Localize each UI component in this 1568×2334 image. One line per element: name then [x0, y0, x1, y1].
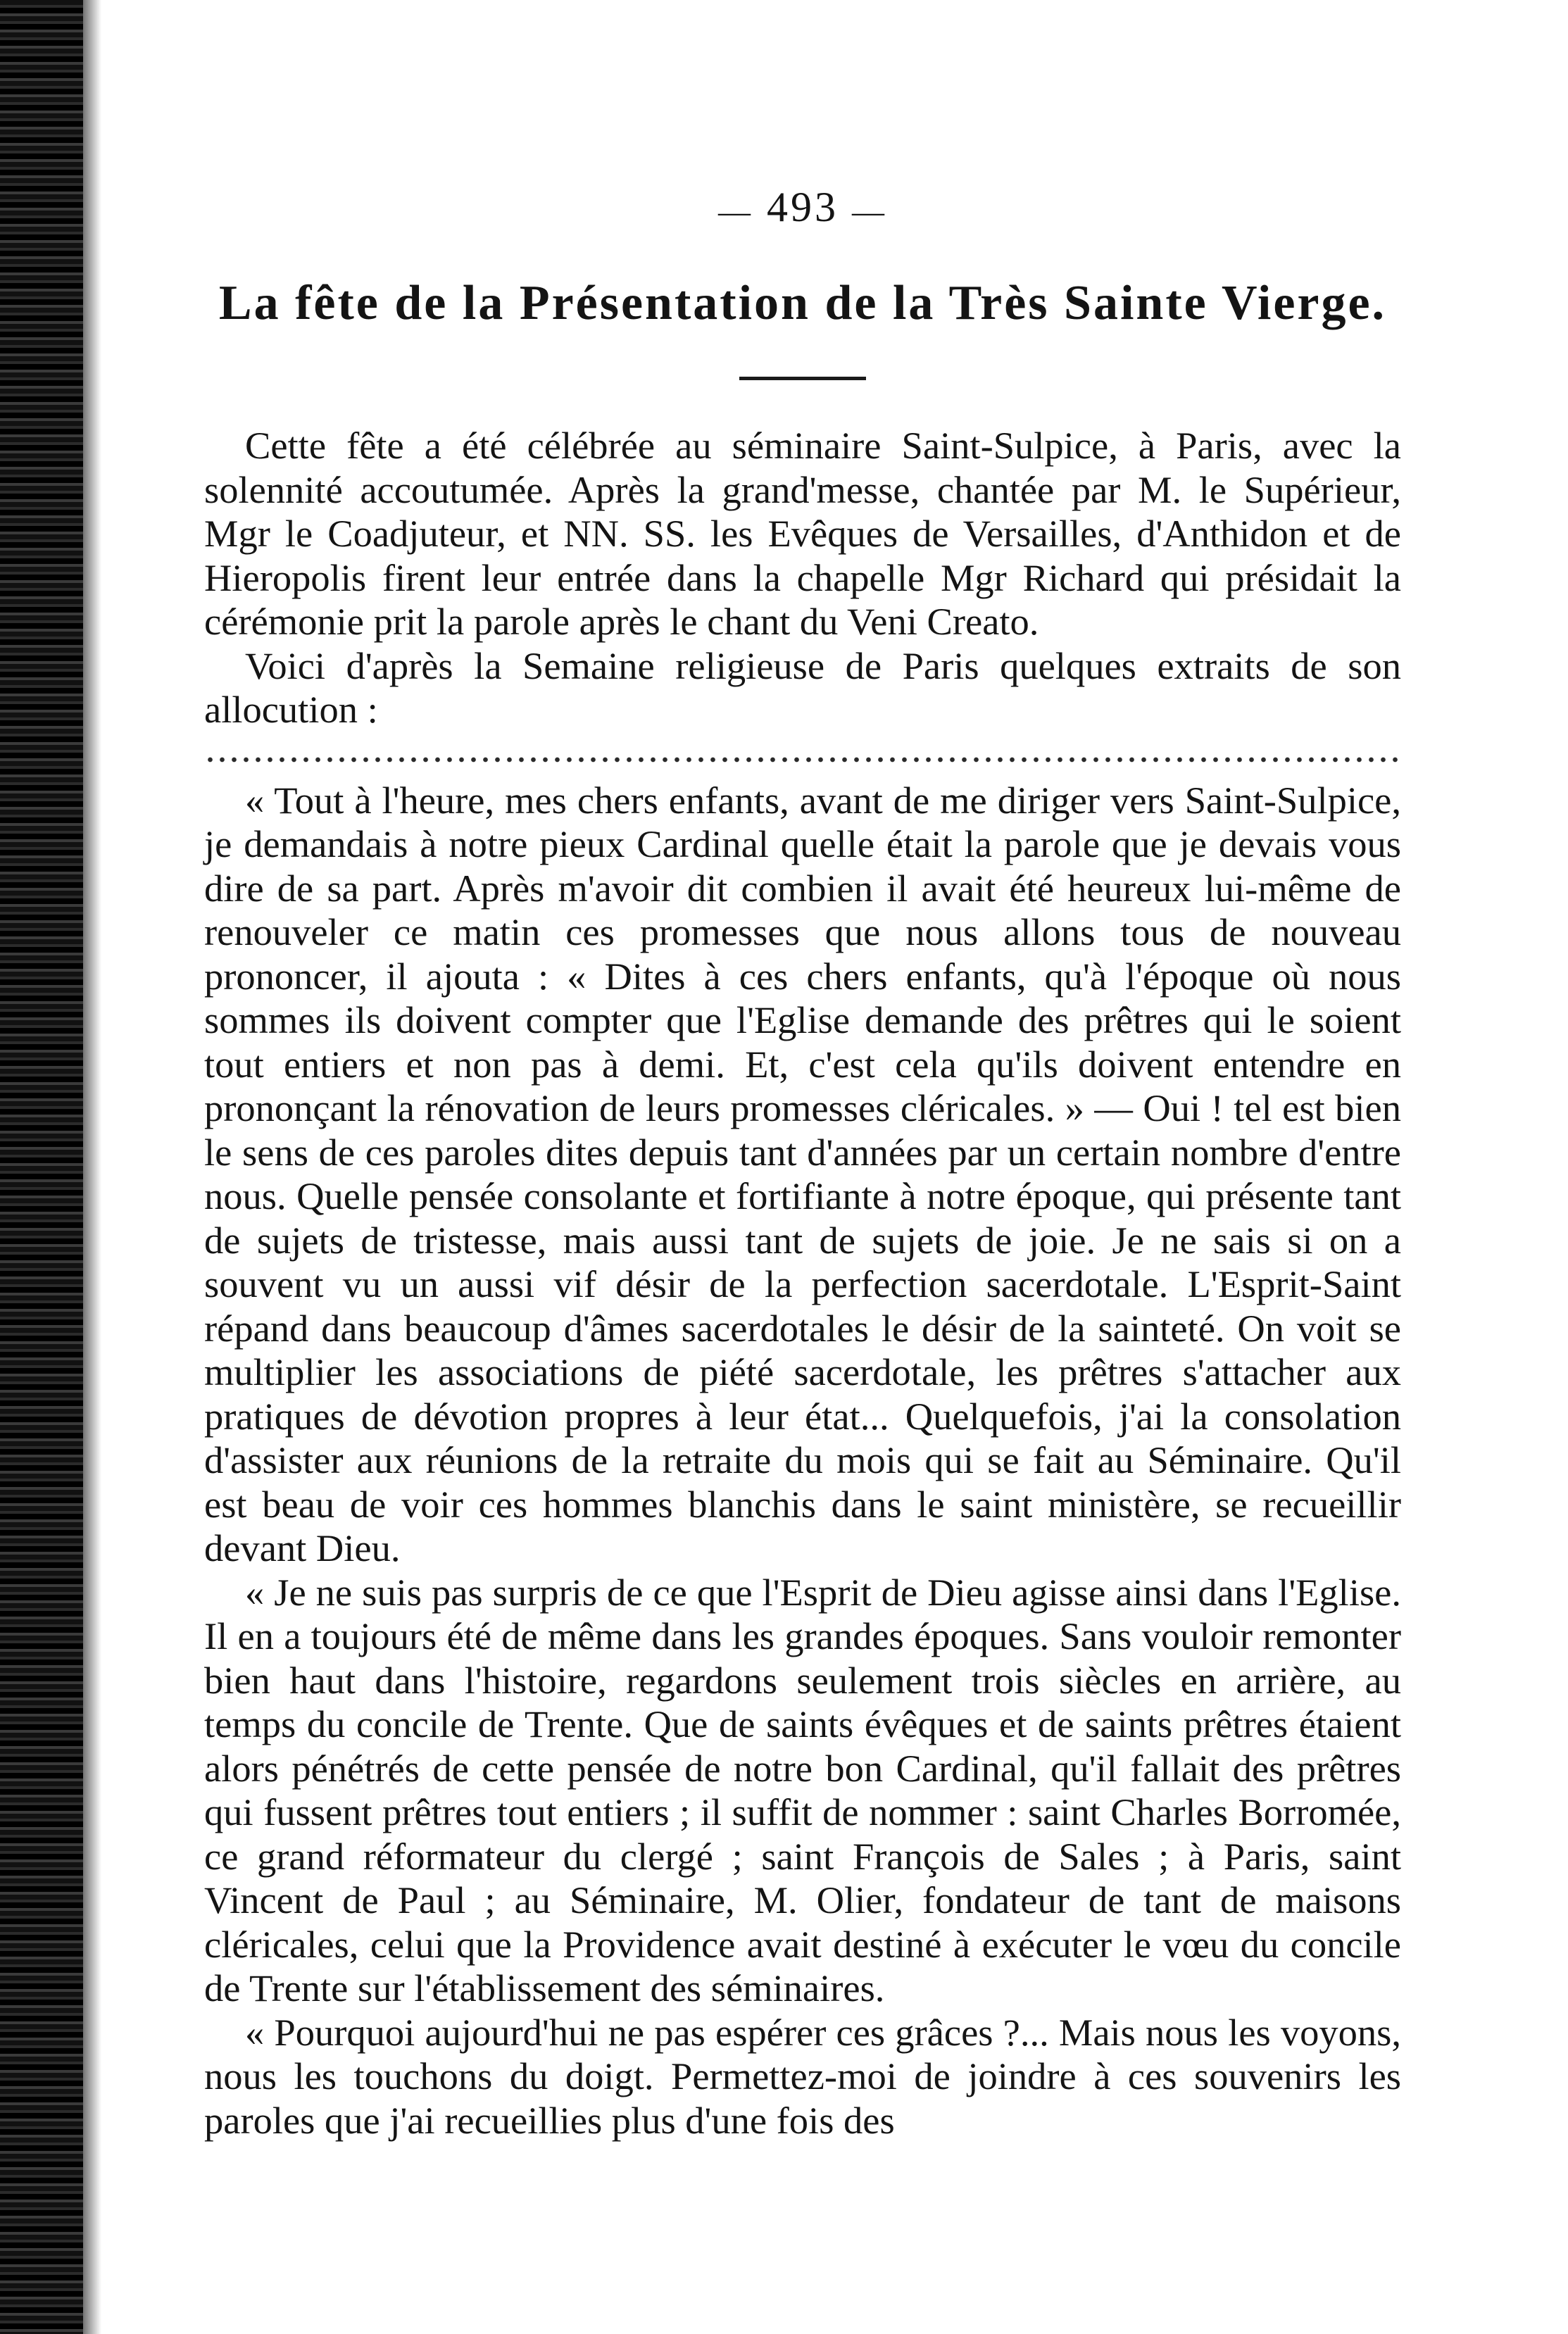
paragraph-intro: Cette fête a été célébrée au séminaire Saint-Sulpice, à Paris, avec la solennité accoutumée. Après la grand'messe, chantée par M. le Supérieur, Mgr le Coadjuteur, et NN. SS. les Evêques de Versailles, d'Anthidon et de Hieropolis firent leur entrée dans la chapelle Mgr Richard qui présidait la cérémonie prit la parole après le chant du Veni Creato. [204, 424, 1401, 643]
dotted-separator [204, 756, 1401, 763]
paragraph-voici: Voici d'après la Semaine religieuse de Paris quelques extraits de son allocution : [204, 644, 1401, 731]
page-number-value: 493 [767, 184, 839, 230]
document-page [204, 183, 1401, 2142]
page-number [204, 183, 1401, 232]
page-number-dash-left: — [718, 193, 753, 230]
paragraph-quote-3: « Pourquoi aujourd'hui ne pas espérer ces grâces ?... Mais nous les voyons, nous les touchons du doigt. Permettez-moi de joindre à ces souvenirs les paroles que j'ai recueillies plus d'une fois des [204, 2010, 1401, 2142]
page-number-dash-right: — [852, 193, 887, 230]
article-title: La fête de la Présentation de la Très Sainte Vierge. [218, 276, 1387, 330]
paragraph-quote-2: « Je ne suis pas surpris de ce que l'Esprit de Dieu agisse ainsi dans l'Eglise. Il en a toujours été de même dans les grandes époques. Sans vouloir remonter bien haut dans l'histoire, regardons seulement trois siècles en arrière, au temps du concile de Trente. Que de saints évêques et de saints prêtres étaient alors pénétrés de cette pensée de notre bon Cardinal, qu'il fallait des prêtres qui fussent prêtres tout entiers ; il suffit de nommer : saint Charles Borromée, ce grand réformateur du clergé ; saint François de Sales ; à Paris, saint Vincent de Paul ; au Séminaire, M. Olier, fondateur de tant de maisons cléricales, celui que la Providence avait destiné à exécuter le vœu du concile de Trente sur l'établissement des séminaires. [204, 1570, 1401, 2009]
book-binding-edge [0, 0, 83, 2334]
title-divider [739, 377, 866, 380]
paragraph-quote-1: « Tout à l'heure, mes chers enfants, avant de me diriger vers Saint-Sulpice, je demandais à notre pieux Cardinal quelle était la parole que je devais vous dire de sa part. Après m'avoir dit combien il avait été heureux lui-même de renouveler ce matin ces promesses que nous allons tous de nouveau prononcer, il ajouta : « Dites à ces chers enfants, qu'à l'époque où nous sommes ils doivent compter que l'Eglise demande des prêtres qui le soient tout entiers et non pas à demi. Et, c'est cela qu'ils doivent entendre en prononçant la rénovation de leurs promesses cléricales. » — Oui ! tel est bien le sens de ces paroles dites depuis tant d'années par un certain nombre d'entre nous. Quelle pensée consolante et fortifiante à notre époque, qui présente tant de sujets de tristesse, mais aussi tant de sujets de joie. Je ne sais si on a souvent vu un aussi vif désir de la perfection sacerdotale. L'Esprit-Saint répand dans beaucoup d'âmes sacerdotales le désir de la sainteté. On voit se multiplier les associations de piété sacerdotale, les prêtres s'attacher aux pratiques de dévotion propres à leur état... Quelquefois, j'ai la consolation d'assister aux réunions de la retraite du mois qui se fait au Séminaire. Qu'il est beau de voir ces hommes blanchis dans le saint ministère, se recueillir devant Dieu. [204, 778, 1401, 1569]
